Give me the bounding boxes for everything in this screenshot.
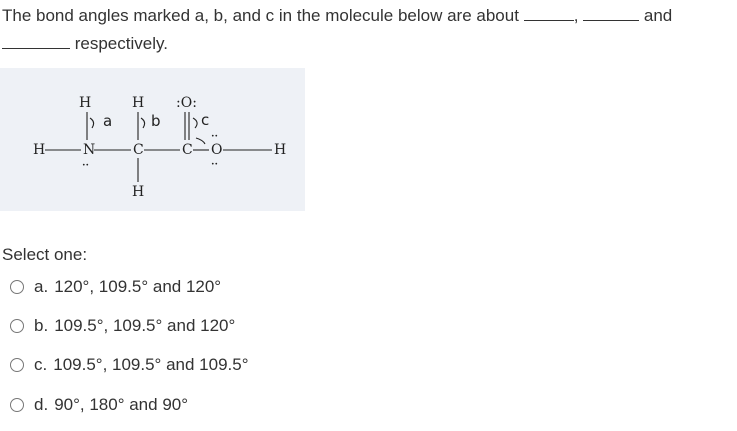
option-letter: d. [34, 395, 49, 414]
option-b[interactable] [10, 314, 235, 338]
atom-h-right: H [274, 142, 287, 158]
molecule-image [0, 68, 305, 211]
radio-icon[interactable] [10, 319, 24, 333]
atom-h-top-1: H [79, 95, 92, 111]
option-a[interactable] [10, 275, 221, 299]
respectively-text: respectively. [74, 34, 168, 53]
option-c[interactable] [10, 353, 249, 377]
option-letter: a. [34, 277, 49, 296]
and-text: and [643, 6, 673, 25]
lone-pair-n: •• [82, 162, 90, 169]
lone-pair-o-top: •• [211, 133, 219, 140]
radio-icon[interactable] [10, 398, 24, 412]
atom-o-top: :O: [176, 95, 197, 111]
angle-label-a: a [103, 112, 113, 130]
atom-h-top-2: H [132, 95, 145, 111]
answer-blank-a [524, 6, 574, 21]
question-line-2 [2, 34, 737, 54]
molecule-structure [0, 68, 305, 211]
option-text: 90°, 180° and 90° [54, 395, 189, 414]
separator: , [573, 6, 579, 25]
answer-blank-b [583, 6, 639, 21]
lone-pair-o-bottom: •• [211, 161, 219, 168]
atom-o-right: O [211, 142, 223, 158]
radio-icon[interactable] [10, 280, 24, 294]
angle-label-b: b [151, 112, 161, 130]
option-letter: c. [34, 355, 48, 374]
option-letter: b. [34, 316, 49, 335]
radio-icon[interactable] [10, 358, 24, 372]
option-text: 120°, 109.5° and 120° [54, 277, 222, 296]
question-text: The bond angles marked a, b, and c in the molecule below are about [2, 6, 519, 25]
atom-n: N [83, 142, 96, 158]
select-one-label: Select one: [2, 245, 88, 264]
atom-h-left: H [33, 142, 46, 158]
option-text: 109.5°, 109.5° and 120° [54, 316, 236, 335]
option-text: 109.5°, 109.5° and 109.5° [53, 355, 249, 374]
atom-c1: C [133, 142, 144, 158]
atom-h-bottom: H [132, 184, 145, 200]
answer-blank-c [2, 34, 70, 49]
option-d[interactable] [10, 393, 188, 417]
atom-c2: C [182, 142, 193, 158]
question-line-1 [2, 6, 737, 26]
angle-label-c: c [201, 111, 210, 129]
